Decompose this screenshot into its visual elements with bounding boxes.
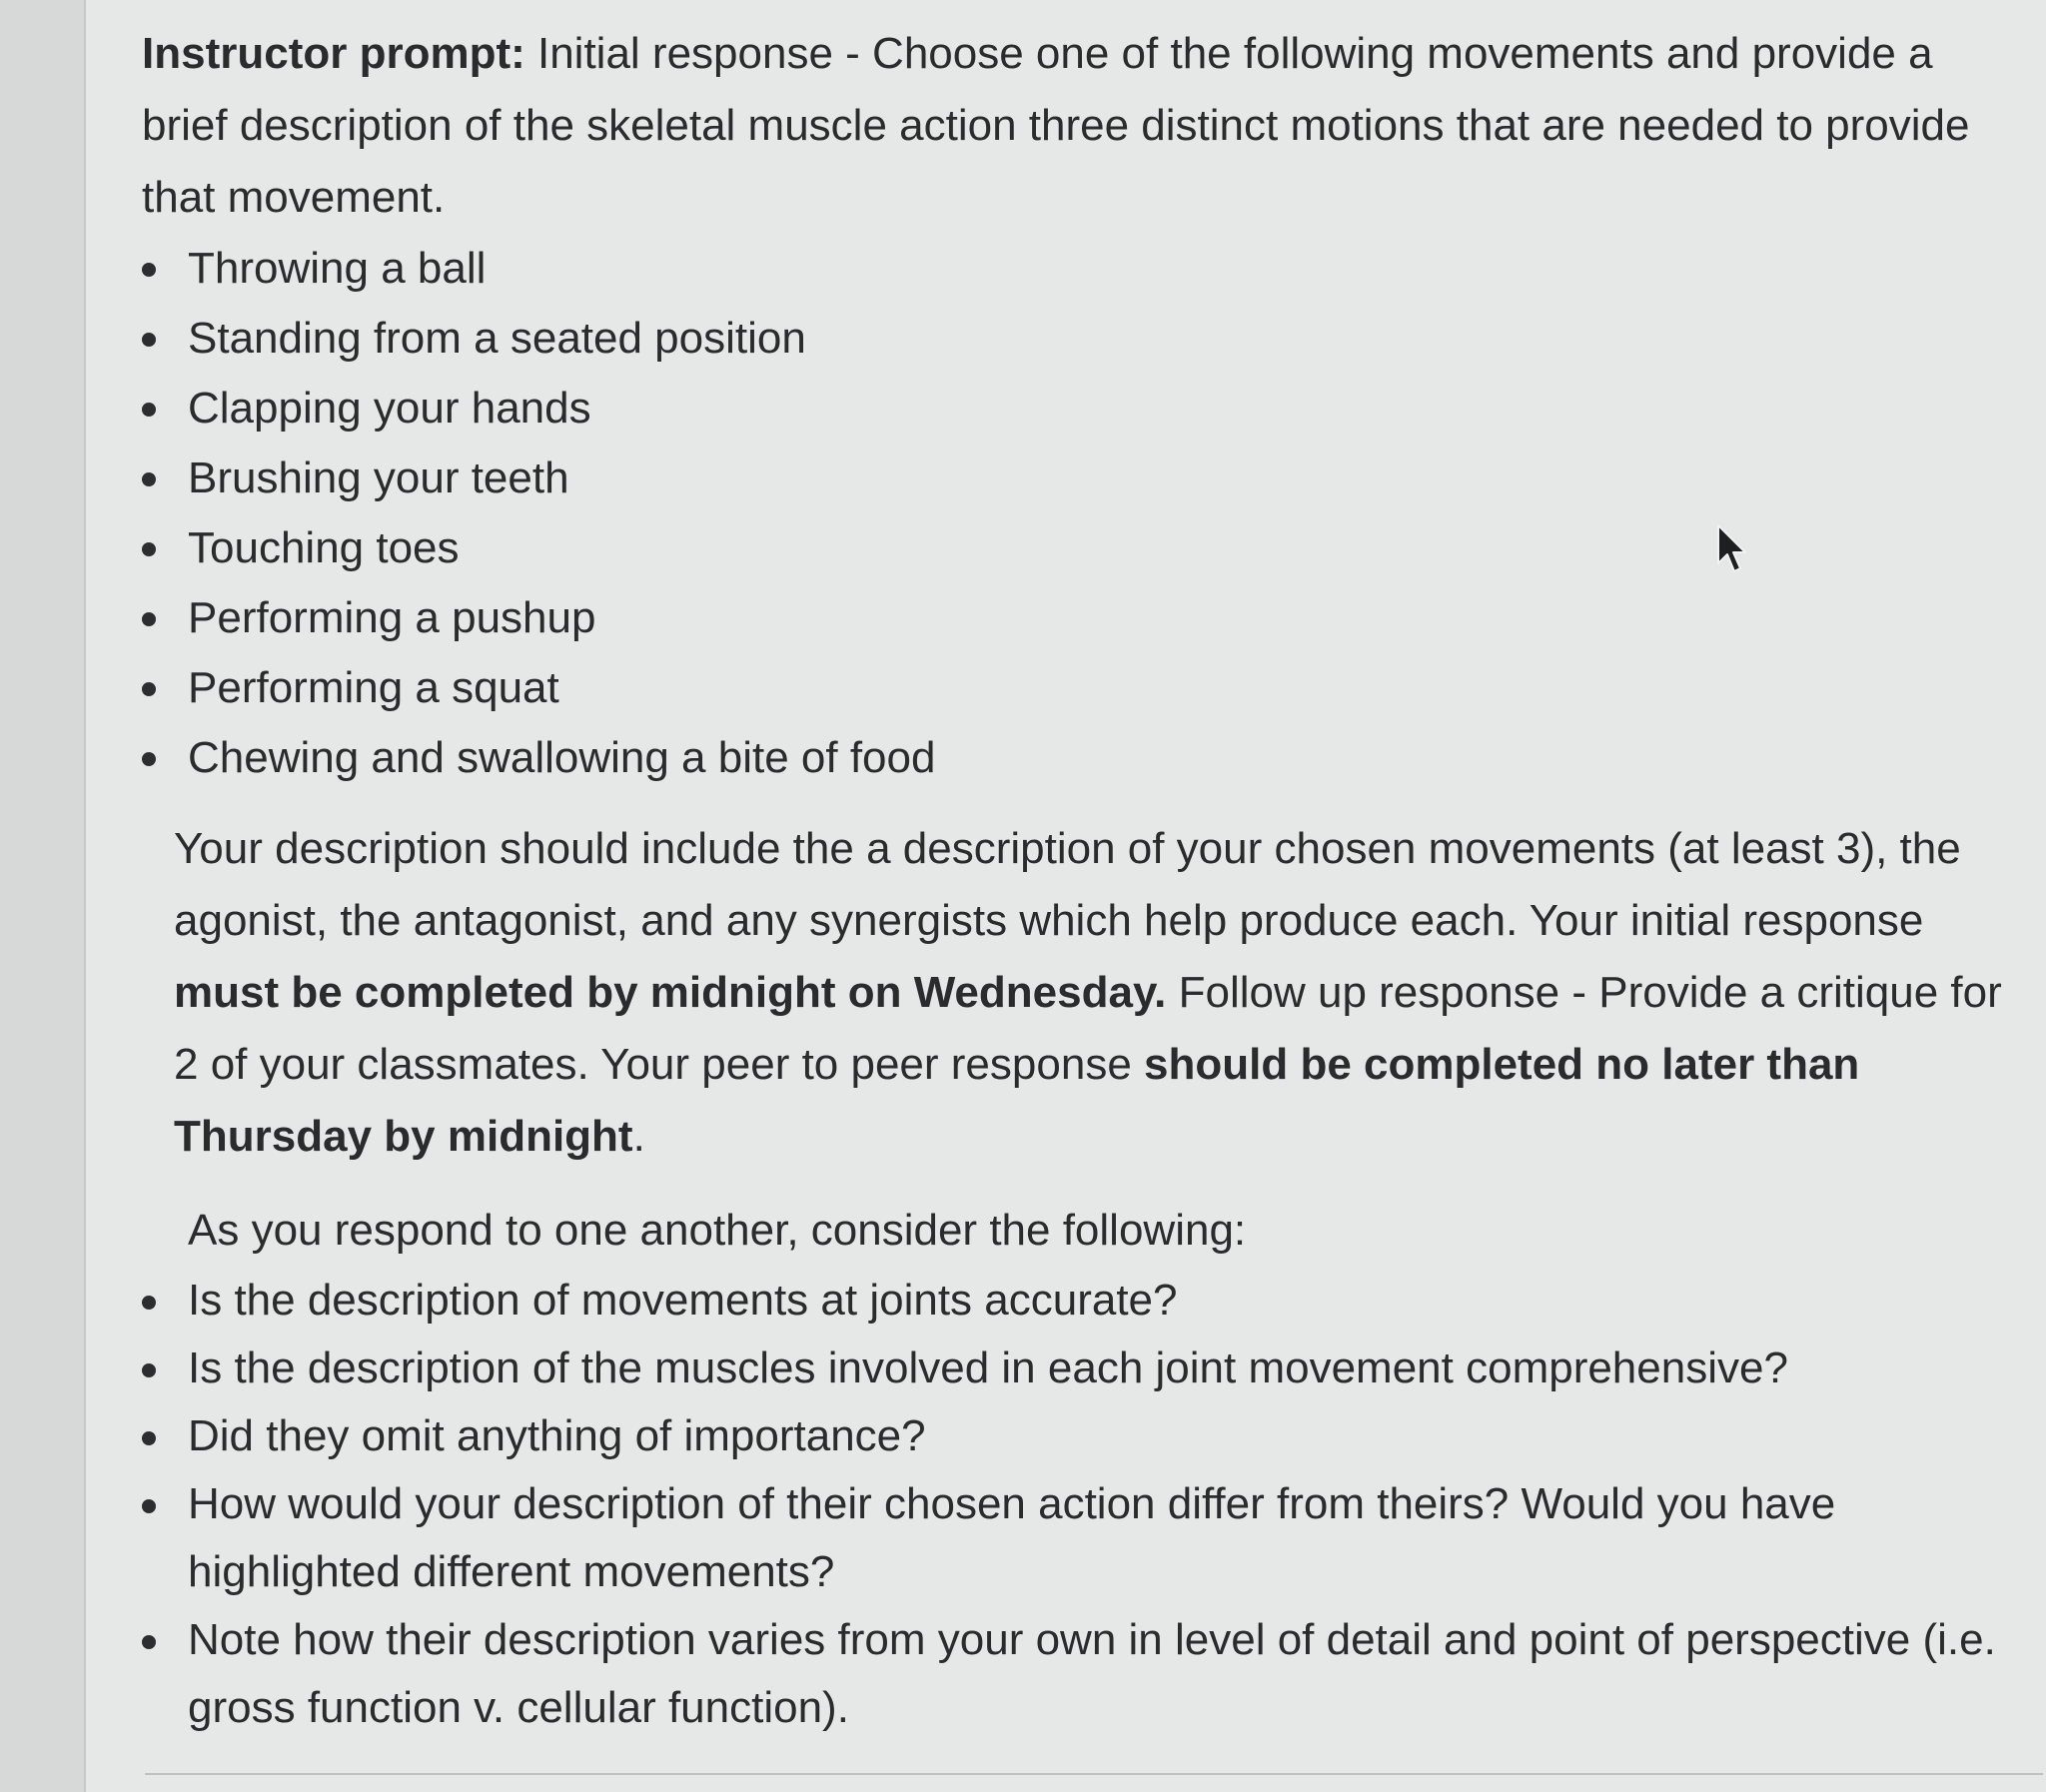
description-text: Your description should include the a description of your chosen movements (at least 3), the agonist, the antagonist, and any synergists which help produce each. Your initial response	[174, 824, 1961, 945]
list-item: Touching toes	[142, 513, 2030, 583]
mouse-pointer-icon	[1714, 523, 1750, 575]
list-item: Chewing and swallowing a bite of food	[142, 723, 2030, 793]
movement-list	[142, 234, 2030, 793]
list-item: Standing from a seated position	[142, 304, 2030, 374]
description-text: Follow up response - Provide a critique for 2 of your classmates. Your peer to peer response	[174, 968, 2002, 1089]
divider	[145, 1773, 2043, 1775]
list-item: Performing a squat	[142, 653, 2030, 723]
list-item: Throwing a ball	[142, 234, 2030, 304]
consider-heading: As you respond to one another, consider the following:	[188, 1206, 1247, 1255]
list-item: Is the description of the muscles involved in each joint movement comprehensive?	[142, 1335, 2030, 1402]
prompt-label: Instructor prompt:	[142, 29, 525, 78]
prompt-text: Initial response - Choose one of the following movements and provide a brief description of the skeletal muscle action three distinct motions that are needed to provide that movement.	[142, 29, 1970, 222]
instructor-prompt	[142, 18, 2030, 234]
list-item: Brushing your teeth	[142, 444, 2030, 513]
consider-list	[142, 1267, 2030, 1742]
list-item: Performing a pushup	[142, 583, 2030, 653]
discussion-prompt	[142, 18, 2030, 1742]
list-item: Note how their description varies from your own in level of detail and point of perspective (i.e. gross function v. cellular function).	[142, 1606, 2030, 1742]
initial-deadline: must be completed by midnight on Wednesday.	[174, 968, 1167, 1017]
followup-deadline: should be completed no later than Thursday by midnight	[174, 1040, 1860, 1161]
list-item: Is the description of movements at joints accurate?	[142, 1267, 2030, 1335]
list-item: How would your description of their chosen action differ from theirs? Would you have highlighted different movements?	[142, 1470, 2030, 1606]
list-item: Clapping your hands	[142, 374, 2030, 444]
left-margin	[0, 0, 84, 1792]
description-paragraph	[174, 813, 2030, 1173]
list-item: Did they omit anything of importance?	[142, 1402, 2030, 1470]
description-text: .	[632, 1112, 645, 1161]
